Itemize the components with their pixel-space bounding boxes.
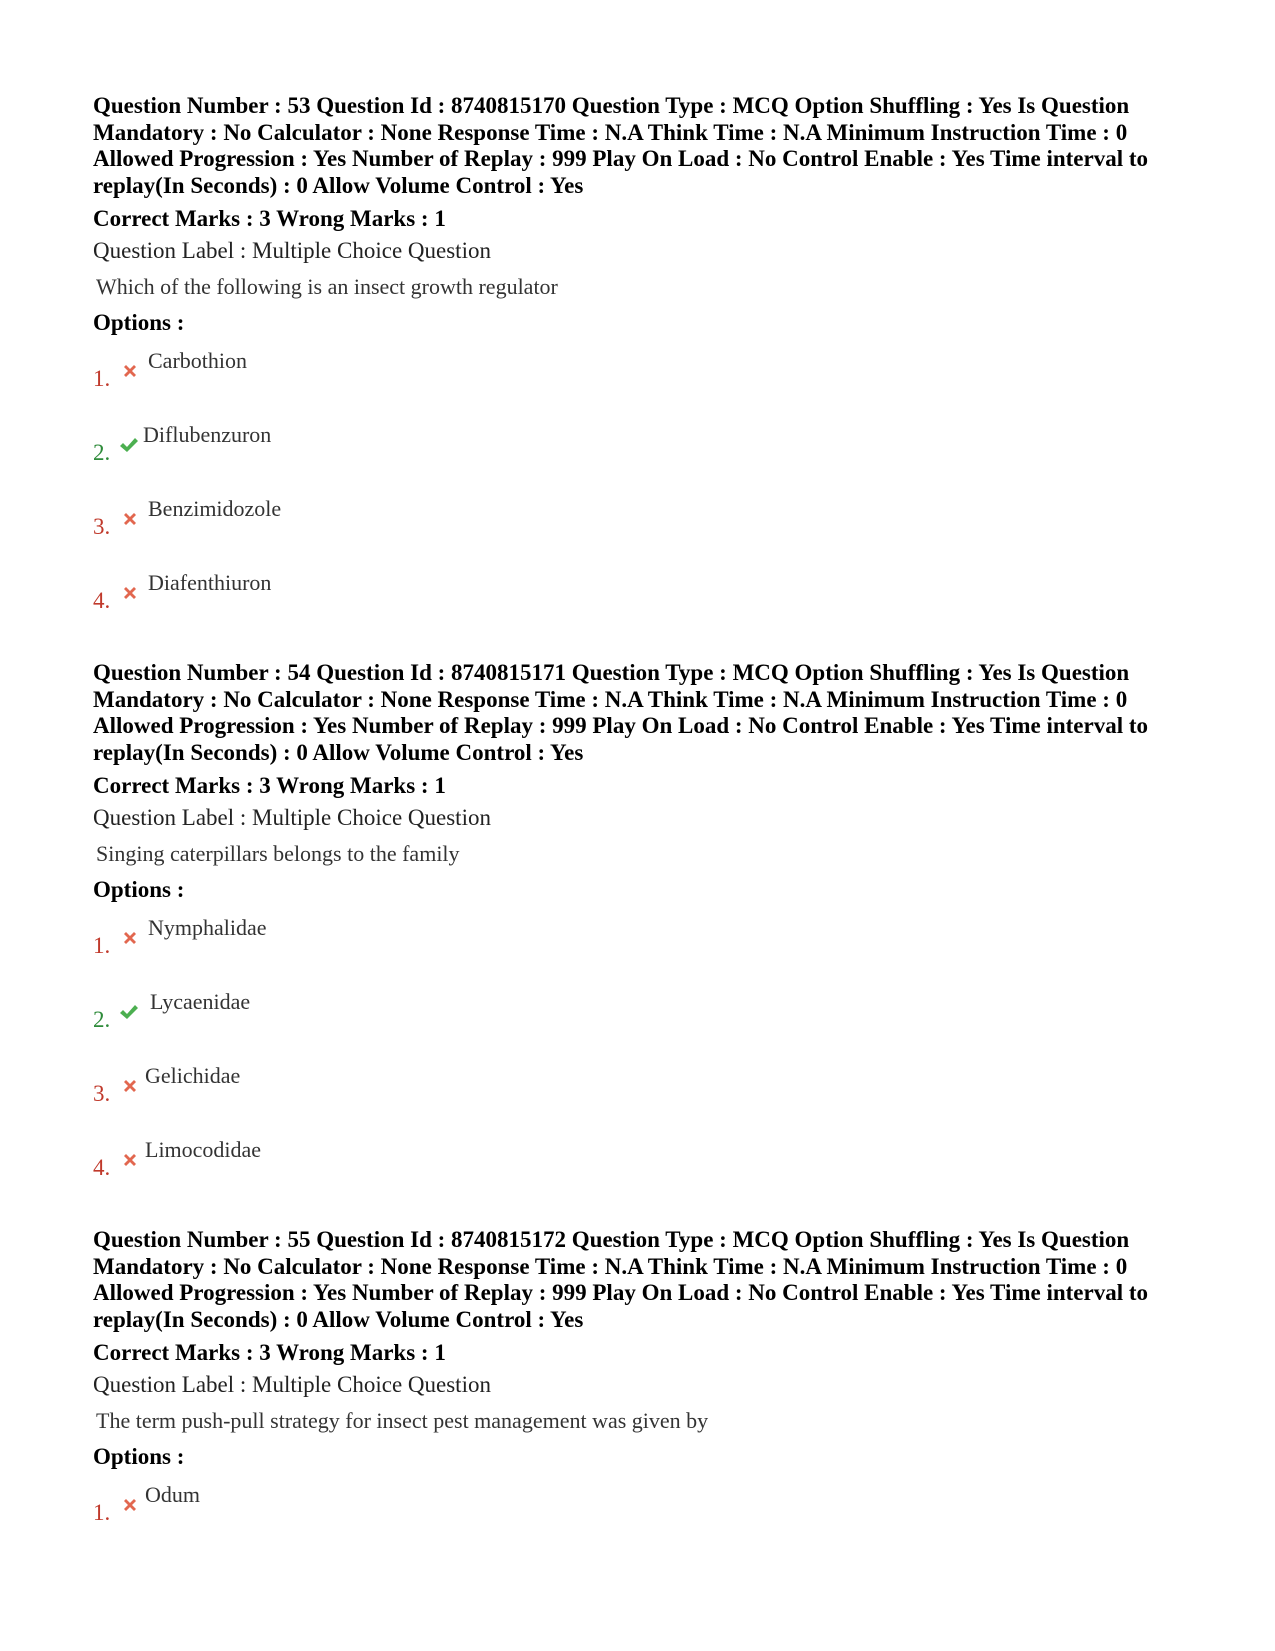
option-text: Diflubenzuron: [143, 422, 272, 447]
option-item: [93, 1063, 1183, 1137]
option-text: Gelichidae: [145, 1063, 241, 1088]
options-list: [93, 348, 1183, 644]
option-item: [93, 348, 1183, 422]
option-number: 1.: [93, 1500, 111, 1525]
option-number: 2.: [93, 1007, 111, 1032]
question-text: The term push-pull strategy for insect pest management was given by: [96, 1408, 709, 1433]
question-label: Question Label : Multiple Choice Question: [93, 805, 491, 830]
option-item: [93, 422, 1183, 496]
check-icon: [117, 1003, 139, 1021]
option-number: 4.: [93, 1155, 111, 1180]
option-item: [93, 496, 1183, 570]
options-list: [93, 915, 1183, 1211]
cross-icon: [121, 1151, 139, 1169]
options-heading: Options :: [93, 310, 185, 335]
question-label: Question Label : Multiple Choice Question: [93, 238, 491, 263]
question-marks: Correct Marks : 3 Wrong Marks : 1: [93, 206, 446, 231]
check-icon: [117, 436, 139, 454]
option-item: [93, 915, 1183, 989]
option-number: 1.: [93, 366, 111, 391]
option-text: Lycaenidae: [150, 989, 251, 1014]
option-text: Diafenthiuron: [148, 570, 272, 595]
question-meta: Question Number : 55 Question Id : 8740815172 Question Type : MCQ Option Shuffling : Yes Is Question Mandatory : No Calculator : None Response Time : N.A Think Time : N.A Minimum Instruction Time : 0 Allowed Progression : Yes Number of Replay : 999 Play On Load : No Control Enable : Yes Time interval to replay(In Seconds) : 0 Allow Volume Control : Yes: [93, 1227, 1149, 1332]
option-number: 3.: [93, 514, 111, 539]
option-text: Carbothion: [148, 348, 247, 373]
question-marks: Correct Marks : 3 Wrong Marks : 1: [93, 773, 446, 798]
options-heading: Options :: [93, 1444, 185, 1469]
question-block: [93, 1227, 1183, 1556]
option-text: Nymphalidae: [148, 915, 267, 940]
option-text: Odum: [145, 1482, 200, 1507]
option-item: [93, 1482, 1183, 1556]
question-text: Which of the following is an insect growth regulator: [96, 274, 558, 299]
option-item: [93, 570, 1183, 644]
options-list: [93, 1482, 1183, 1556]
option-item: [93, 1137, 1183, 1211]
cross-icon: [121, 584, 139, 602]
cross-icon: [121, 362, 139, 380]
option-text: Limocodidae: [145, 1137, 262, 1162]
question-meta: Question Number : 53 Question Id : 8740815170 Question Type : MCQ Option Shuffling : Yes Is Question Mandatory : No Calculator : None Response Time : N.A Think Time : N.A Minimum Instruction Time : 0 Allowed Progression : Yes Number of Replay : 999 Play On Load : No Control Enable : Yes Time interval to replay(In Seconds) : 0 Allow Volume Control : Yes: [93, 93, 1149, 198]
option-text: Benzimidozole: [148, 496, 282, 521]
option-number: 3.: [93, 1081, 111, 1106]
question-marks: Correct Marks : 3 Wrong Marks : 1: [93, 1340, 446, 1365]
options-heading: Options :: [93, 877, 185, 902]
cross-icon: [121, 510, 139, 528]
question-meta: Question Number : 54 Question Id : 8740815171 Question Type : MCQ Option Shuffling : Yes Is Question Mandatory : No Calculator : None Response Time : N.A Think Time : N.A Minimum Instruction Time : 0 Allowed Progression : Yes Number of Replay : 999 Play On Load : No Control Enable : Yes Time interval to replay(In Seconds) : 0 Allow Volume Control : Yes: [93, 660, 1149, 765]
cross-icon: [121, 1077, 139, 1095]
option-number: 2.: [93, 440, 111, 465]
question-block: [93, 93, 1183, 644]
cross-icon: [121, 1496, 139, 1514]
question-block: [93, 660, 1183, 1211]
option-number: 4.: [93, 588, 111, 613]
question-text: Singing caterpillars belongs to the family: [96, 841, 460, 866]
cross-icon: [121, 929, 139, 947]
option-item: [93, 989, 1183, 1063]
option-number: 1.: [93, 933, 111, 958]
question-label: Question Label : Multiple Choice Question: [93, 1372, 491, 1397]
